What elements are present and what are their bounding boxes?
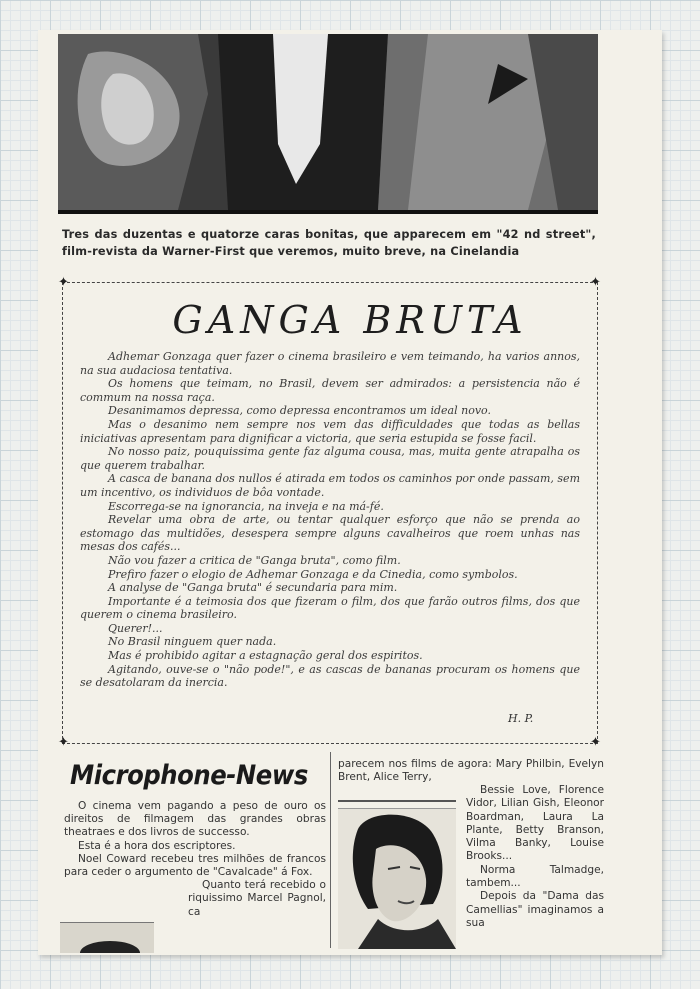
article-paragraph: Desanimamos depressa, como depressa encontramos um ideal novo. <box>108 404 491 418</box>
column-paragraph: Depois da "Dama das Camellias" imaginamos a sua <box>466 890 604 929</box>
ornament-icon: ✦ <box>58 735 69 750</box>
column-paragraph: Bessie Love, Florence Vidor, Lilian Gish, Eleonor Boardman, Laura La Plante, Betty Branson, Vilma Banky, Louise Brooks... <box>466 784 604 863</box>
photo-caption: Tres das duzentas e quatorze caras bonitas, que apparecem em "42 nd street", film-revista da Warner-First que veremos, muito breve, na Cinelandia <box>62 228 596 258</box>
ornament-icon: ✦ <box>58 275 69 290</box>
article-paragraph: Escorrega-se na ignorancia, na inveja e na má-fé. <box>108 499 384 513</box>
article-paragraph: Revelar uma obra de arte, ou tentar qualquer esforço que não se prenda ao estomago das multidões, desespera sempre alguns cavalheiros que roem unhas nas mesas dos cafés... <box>80 513 580 554</box>
article-paragraph: No Brasil ninguem quer nada. <box>108 635 277 649</box>
microphone-right-column <box>466 784 604 930</box>
bottom-left-photo <box>60 922 154 953</box>
column-paragraph: Norma Talmadge, tambem... <box>466 863 604 890</box>
ornament-icon: ✦ <box>590 735 601 750</box>
column-divider <box>330 752 331 948</box>
article-body <box>80 350 580 690</box>
article-paragraph: Adhemar Gonzaga quer fazer o cinema brasileiro e vem teimando, ha varios annos, na sua audaciosa tentativa. <box>80 350 580 377</box>
microphone-left-column <box>64 800 326 919</box>
column-paragraph: Noel Coward recebeu tres milhões de francos para ceder o argumento de "Cavalcade" á Fox. <box>64 852 326 879</box>
microphone-right-top: parecem nos films de agora: Mary Philbin, Evelyn Brent, Alice Terry, <box>338 758 604 784</box>
article-paragraph: Prefiro fazer o elogio de Adhemar Gonzaga e da Cinedia, como symbolos. <box>108 567 518 581</box>
article-paragraph: Querer!... <box>108 621 163 635</box>
article-title: GANGA BRUTA <box>172 298 528 342</box>
article-paragraph: A casca de banana dos nullos é atirada em todos os caminhos por onde passam, sem um incentivo, os individuos de bôa vontade. <box>80 472 580 499</box>
actress-portrait <box>338 808 456 949</box>
article-paragraph: Mas é prohibido agitar a estagnação geral dos espiritos. <box>108 649 423 663</box>
column-paragraph: Quanto terá recebido o riquissimo Marcel Pagnol, ca <box>188 879 326 918</box>
portrait-rule <box>338 800 456 802</box>
article-paragraph: Mas o desanimo nem sempre nos vem das difficuldades que todas as bellas iniciativas apresentam para dignificar a victoria, que seria estupida se fosse facil. <box>80 417 580 445</box>
article-paragraph: Agitando, ouve-se o "não pode!", e as cascas de bananas procuram os homens que se desatolaram da inercia. <box>80 662 580 690</box>
article-paragraph: Importante é a teimosia dos que fizeram o film, dos que farão outros films, dos que querem o cinema brasileiro. <box>80 594 580 622</box>
article-paragraph: Os homens que teimam, no Brasil, devem ser admirados: a persistencia não é commum na nossa raça. <box>80 377 580 404</box>
article-signature: H. P. <box>508 712 534 725</box>
ornament-icon: ✦ <box>590 275 601 290</box>
film-still-photo <box>58 34 598 214</box>
article-paragraph: A analyse de "Ganga bruta" é secundaria para mim. <box>108 581 398 595</box>
column-paragraph: Esta é a hora dos escriptores. <box>78 839 236 852</box>
article-paragraph: Não vou fazer a critica de "Ganga bruta", como film. <box>108 553 401 567</box>
article-paragraph: No nosso paiz, pouquissima gente faz alguma cousa, mas, muita gente atrapalha os que querem trabalhar. <box>80 445 580 472</box>
column-paragraph: O cinema vem pagando a peso de ouro os direitos de filmagem das grandes obras theatraes e dos livros de successo. <box>64 800 326 839</box>
microphone-news-title: Microphone-News <box>70 760 308 791</box>
